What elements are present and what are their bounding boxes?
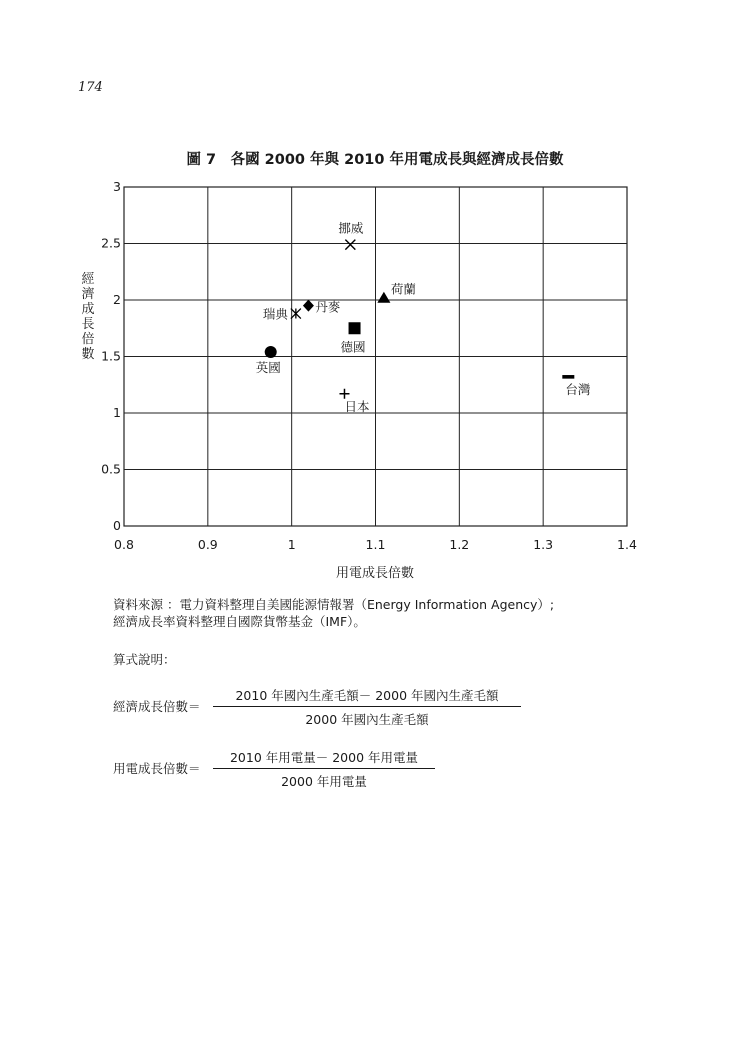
y-axis-label-char: 倍 xyxy=(81,332,95,347)
source-line-1: 資料來源 ：電力資料整理自美國能源情報署（Energy Information Agency）; xyxy=(113,597,555,612)
y-tick-label: 3 xyxy=(113,179,121,194)
x-tick-label: 1.2 xyxy=(449,537,470,552)
y-axis-label xyxy=(80,272,96,362)
y-tick-label: 2.5 xyxy=(101,235,121,251)
x-tick-label: 0.9 xyxy=(197,537,218,552)
data-point-label: 德國 xyxy=(340,339,366,355)
data-point-dash-marker xyxy=(562,375,574,379)
x-tick-label: 1 xyxy=(287,537,296,552)
x-axis-label: 用電成長倍數 xyxy=(335,566,414,581)
formula-denominator: 2000 年用電量 xyxy=(281,774,367,789)
source-note xyxy=(113,596,554,630)
data-point-diamond-marker xyxy=(303,300,314,312)
data-point-triangle-marker xyxy=(377,292,390,303)
data-point-label: 丹麥 xyxy=(315,299,341,315)
data-point-label: 挪威 xyxy=(338,220,364,236)
data-point-circle-marker xyxy=(265,346,277,358)
y-axis-label-char: 濟 xyxy=(81,287,95,302)
data-point-label: 荷蘭 xyxy=(390,281,416,297)
formula-numerator: 2010 年用電量－ 2000 年用電量 xyxy=(213,748,435,769)
formula-lhs: 經濟成長倍數＝ xyxy=(113,699,201,714)
source-line-2: 經濟成長率資料整理自國際貨幣基金（IMF）。 xyxy=(113,614,366,629)
y-axis-label-char: 長 xyxy=(81,317,95,332)
data-point-label: 瑞典 xyxy=(262,306,288,322)
x-tick-label: 1.4 xyxy=(617,537,637,552)
data-point-label: 日本 xyxy=(344,398,370,414)
y-axis-label-char: 數 xyxy=(81,347,95,362)
page-number: 174 xyxy=(78,80,103,95)
y-tick-label: 1.5 xyxy=(101,348,121,364)
y-tick-label: 0.5 xyxy=(101,461,121,477)
formula-fraction xyxy=(213,748,435,790)
x-tick-label: 1.3 xyxy=(533,537,554,552)
data-point-asterisk-marker xyxy=(291,309,301,319)
formula-denominator: 2000 年國內生產毛額 xyxy=(305,712,429,727)
y-tick-label: 1 xyxy=(113,405,121,420)
formula-numerator: 2010 年國內生產毛額－ 2000 年國內生產毛額 xyxy=(213,686,521,707)
chart-title: 圖 7 各國 2000 年與 2010 年用電成長與經濟成長倍數 xyxy=(186,152,564,168)
data-point-x-marker xyxy=(345,240,355,250)
formula-fraction xyxy=(213,686,521,728)
data-point-plus-marker xyxy=(339,389,349,399)
y-tick-label: 0 xyxy=(113,518,121,533)
y-axis-label-char: 經 xyxy=(81,272,95,287)
data-point-square-marker xyxy=(349,322,361,334)
formula-title: 算式說明： xyxy=(113,652,176,667)
x-tick-label: 1.1 xyxy=(365,537,386,552)
y-axis-label-char: 成 xyxy=(81,302,95,317)
y-tick-label: 2 xyxy=(113,292,121,307)
x-tick-label: 0.8 xyxy=(114,537,134,552)
formula-lhs: 用電成長倍數＝ xyxy=(113,761,201,776)
data-point-label: 英國 xyxy=(255,359,281,375)
data-point-label: 台灣 xyxy=(565,381,591,397)
